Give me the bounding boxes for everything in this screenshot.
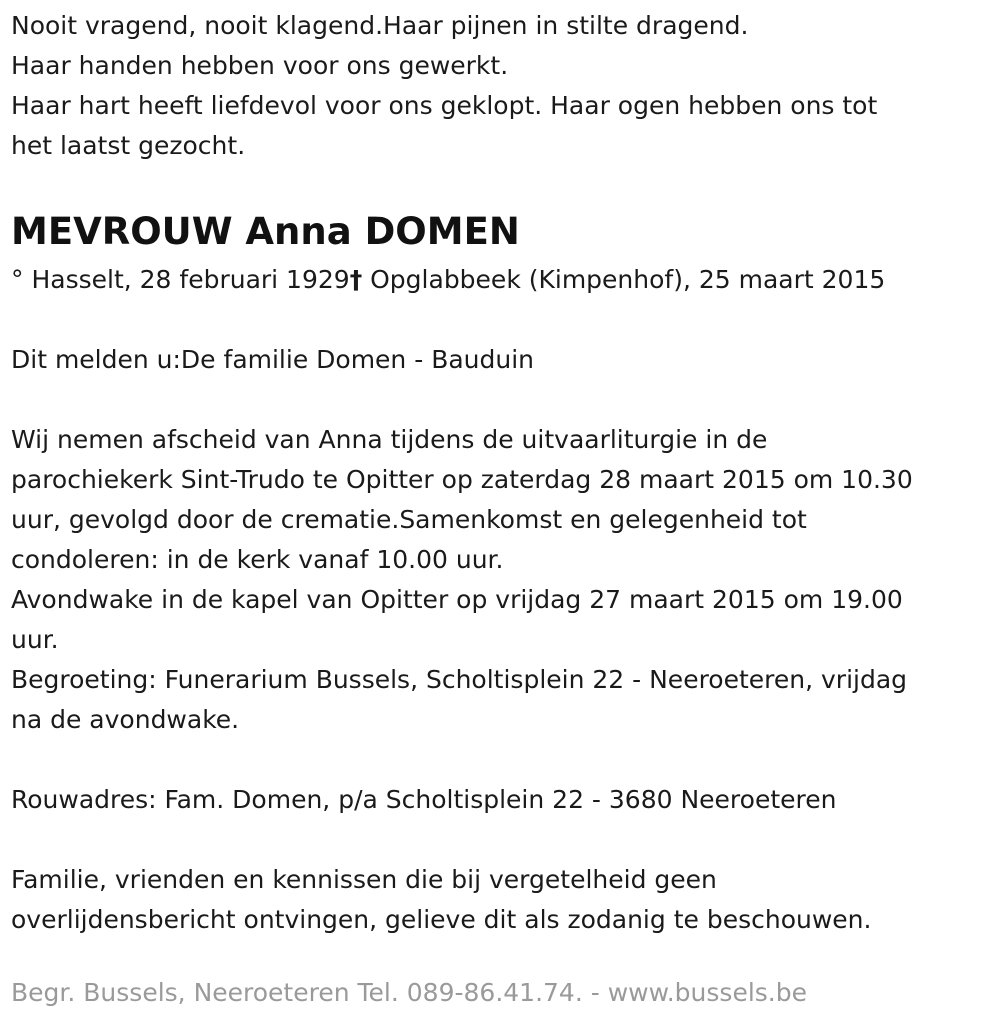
closing-line: overlijdensbericht ontvingen, gelieve dit als zodanig te beschouwen. [11, 905, 872, 934]
announcement: Dit melden u:De familie Domen - Bauduin [11, 345, 535, 374]
funeral-line: uur, gevolgd door de crematie.Samenkomst en gelegenheid tot [11, 505, 807, 534]
funeral-line: na de avondwake. [11, 705, 240, 734]
memorial-verse [11, 6, 990, 166]
funeral-line: uur. [11, 625, 59, 654]
funeral-line: parochiekerk Sint-Trudo te Opitter op zaterdag 28 maart 2015 om 10.30 [11, 465, 913, 494]
funeral-line: Begroeting: Funerarium Bussels, Scholtisplein 22 - Neeroeteren, vrijdag [11, 665, 908, 694]
birth-info: ° Hasselt, 28 februari 1929 [11, 265, 350, 294]
deceased-name: MEVROUW Anna DOMEN [11, 210, 520, 253]
verse-line: Nooit vragend, nooit klagend.Haar pijnen in stilte dragend. [11, 11, 749, 40]
mourning-address: Rouwadres: Fam. Domen, p/a Scholtisplein 22 - 3680 Neeroeteren [11, 785, 837, 814]
spacer [11, 300, 990, 340]
closing-line: Familie, vrienden en kennissen die bij vergetelheid geen [11, 865, 717, 894]
funeral-line: Avondwake in de kapel van Opitter op vrijdag 27 maart 2015 om 19.00 [11, 585, 903, 614]
closing-note [11, 860, 990, 940]
birth-death-dates [11, 260, 990, 300]
spacer [11, 380, 990, 420]
death-info: Opglabbeek (Kimpenhof), 25 maart 2015 [362, 265, 886, 294]
funeral-home-footer: Begr. Bussels, Neeroeteren Tel. 089-86.41.74. - www.bussels.be [11, 978, 807, 1007]
funeral-line: condoleren: in de kerk vanaf 10.00 uur. [11, 545, 504, 574]
spacer [11, 820, 990, 860]
funeral-line: Wij nemen afscheid van Anna tijdens de uitvaarliturgie in de [11, 425, 768, 454]
cross-icon: † [349, 265, 363, 294]
funeral-details [11, 420, 990, 740]
verse-line: het laatst gezocht. [11, 131, 246, 160]
verse-line: Haar hart heeft liefdevol voor ons geklopt. Haar ogen hebben ons tot [11, 91, 878, 120]
spacer [11, 740, 990, 780]
verse-line: Haar handen hebben voor ons gewerkt. [11, 51, 509, 80]
